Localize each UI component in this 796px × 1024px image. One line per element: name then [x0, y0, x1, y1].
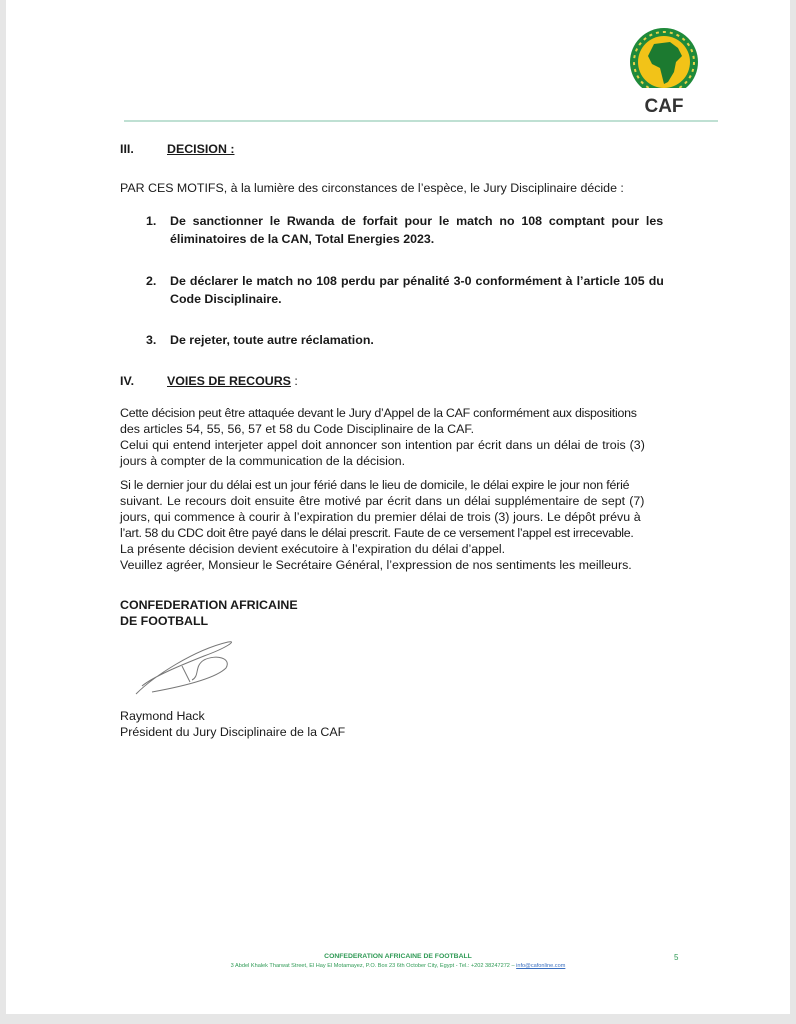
section3-title: DECISION :	[167, 142, 235, 156]
recours-line-6: suivant. Le recours doit ensuite être motivé par écrit dans un délai supplémentaire de sept (7)	[120, 494, 645, 508]
footer-email-link[interactable]: info@cafonline.com	[516, 963, 566, 969]
section4-title: VOIES DE RECOURS	[167, 374, 291, 388]
recours-line-5: Si le dernier jour du délai est un jour férié dans le lieu de domicile, le délai expire le jour non férié	[120, 478, 630, 492]
footer-address-text: 3 Abdel Khalek Tharwat Street, El Hay El Motamayez, P.O. Box 23 6th October City, Egypt - Tel.: +202 38247272 –	[230, 963, 517, 969]
recours-line-3: Celui qui entend interjeter appel doit annoncer son intention par écrit dans un délai de trois (3)	[120, 438, 645, 452]
section3-numeral: III.	[120, 142, 134, 156]
footer-title: CONFEDERATION AFRICAINE DE FOOTBALL	[324, 953, 472, 960]
section3-intro: PAR CES MOTIFS, à la lumière des circonstances de l’espèce, le Jury Disciplinaire décide :	[120, 181, 624, 195]
signature-org-line1: CONFEDERATION AFRICAINE	[120, 598, 298, 612]
svg-text:CAF: CAF	[644, 96, 684, 117]
item3-line1: De rejeter, toute autre réclamation.	[170, 333, 374, 347]
signatory-role: Président du Jury Disciplinaire de la CAF	[120, 725, 346, 739]
item2-line1: De déclarer le match no 108 perdu par pénalité 3-0 conformément à l’article 105 du	[170, 274, 664, 288]
caf-logo-icon	[618, 26, 710, 118]
section4-numeral: IV.	[120, 374, 135, 388]
signatory-name: Raymond Hack	[120, 709, 205, 723]
item1-line2: éliminatoires de la CAN, Total Energies 2023.	[170, 232, 435, 246]
section4-heading	[167, 373, 298, 389]
item3-num: 3.	[146, 333, 157, 347]
recours-line-2: des articles 54, 55, 56, 57 et 58 du Code Disciplinaire de la CAF.	[120, 422, 475, 436]
item2-line2: Code Disciplinaire.	[170, 292, 282, 306]
signature-org-line2: DE FOOTBALL	[120, 614, 209, 628]
section4-colon: :	[290, 374, 298, 388]
signature-icon	[134, 636, 244, 698]
item1-num: 1.	[146, 214, 157, 228]
item1-line1: De sanctionner le Rwanda de forfait pour le match no 108 comptant pour les	[170, 214, 664, 228]
recours-line-1: Cette décision peut être attaquée devant le Jury d’Appel de la CAF conformément aux dispositions	[120, 406, 637, 420]
header-rule	[124, 120, 718, 122]
recours-line-8: l’art. 58 du CDC doit être payé dans le délai prescrit. Faute de ce versement l’appel est irrecevable.	[120, 526, 634, 540]
recours-line-7: jours, qui commence à courir à l’expiration du premier délai de trois (3) jours. Le dépôt prévu à	[120, 510, 641, 524]
footer-address	[6, 963, 790, 969]
page-number: 5	[674, 953, 679, 962]
recours-line-9: La présente décision devient exécutoire à l’expiration du délai d’appel.	[120, 542, 506, 556]
document-page	[6, 0, 790, 1014]
recours-line-10: Veuillez agréer, Monsieur le Secrétaire Général, l’expression de nos sentiments les meilleurs.	[120, 558, 632, 572]
item2-num: 2.	[146, 274, 157, 288]
recours-line-4: jours à compter de la communication de la décision.	[120, 454, 406, 468]
